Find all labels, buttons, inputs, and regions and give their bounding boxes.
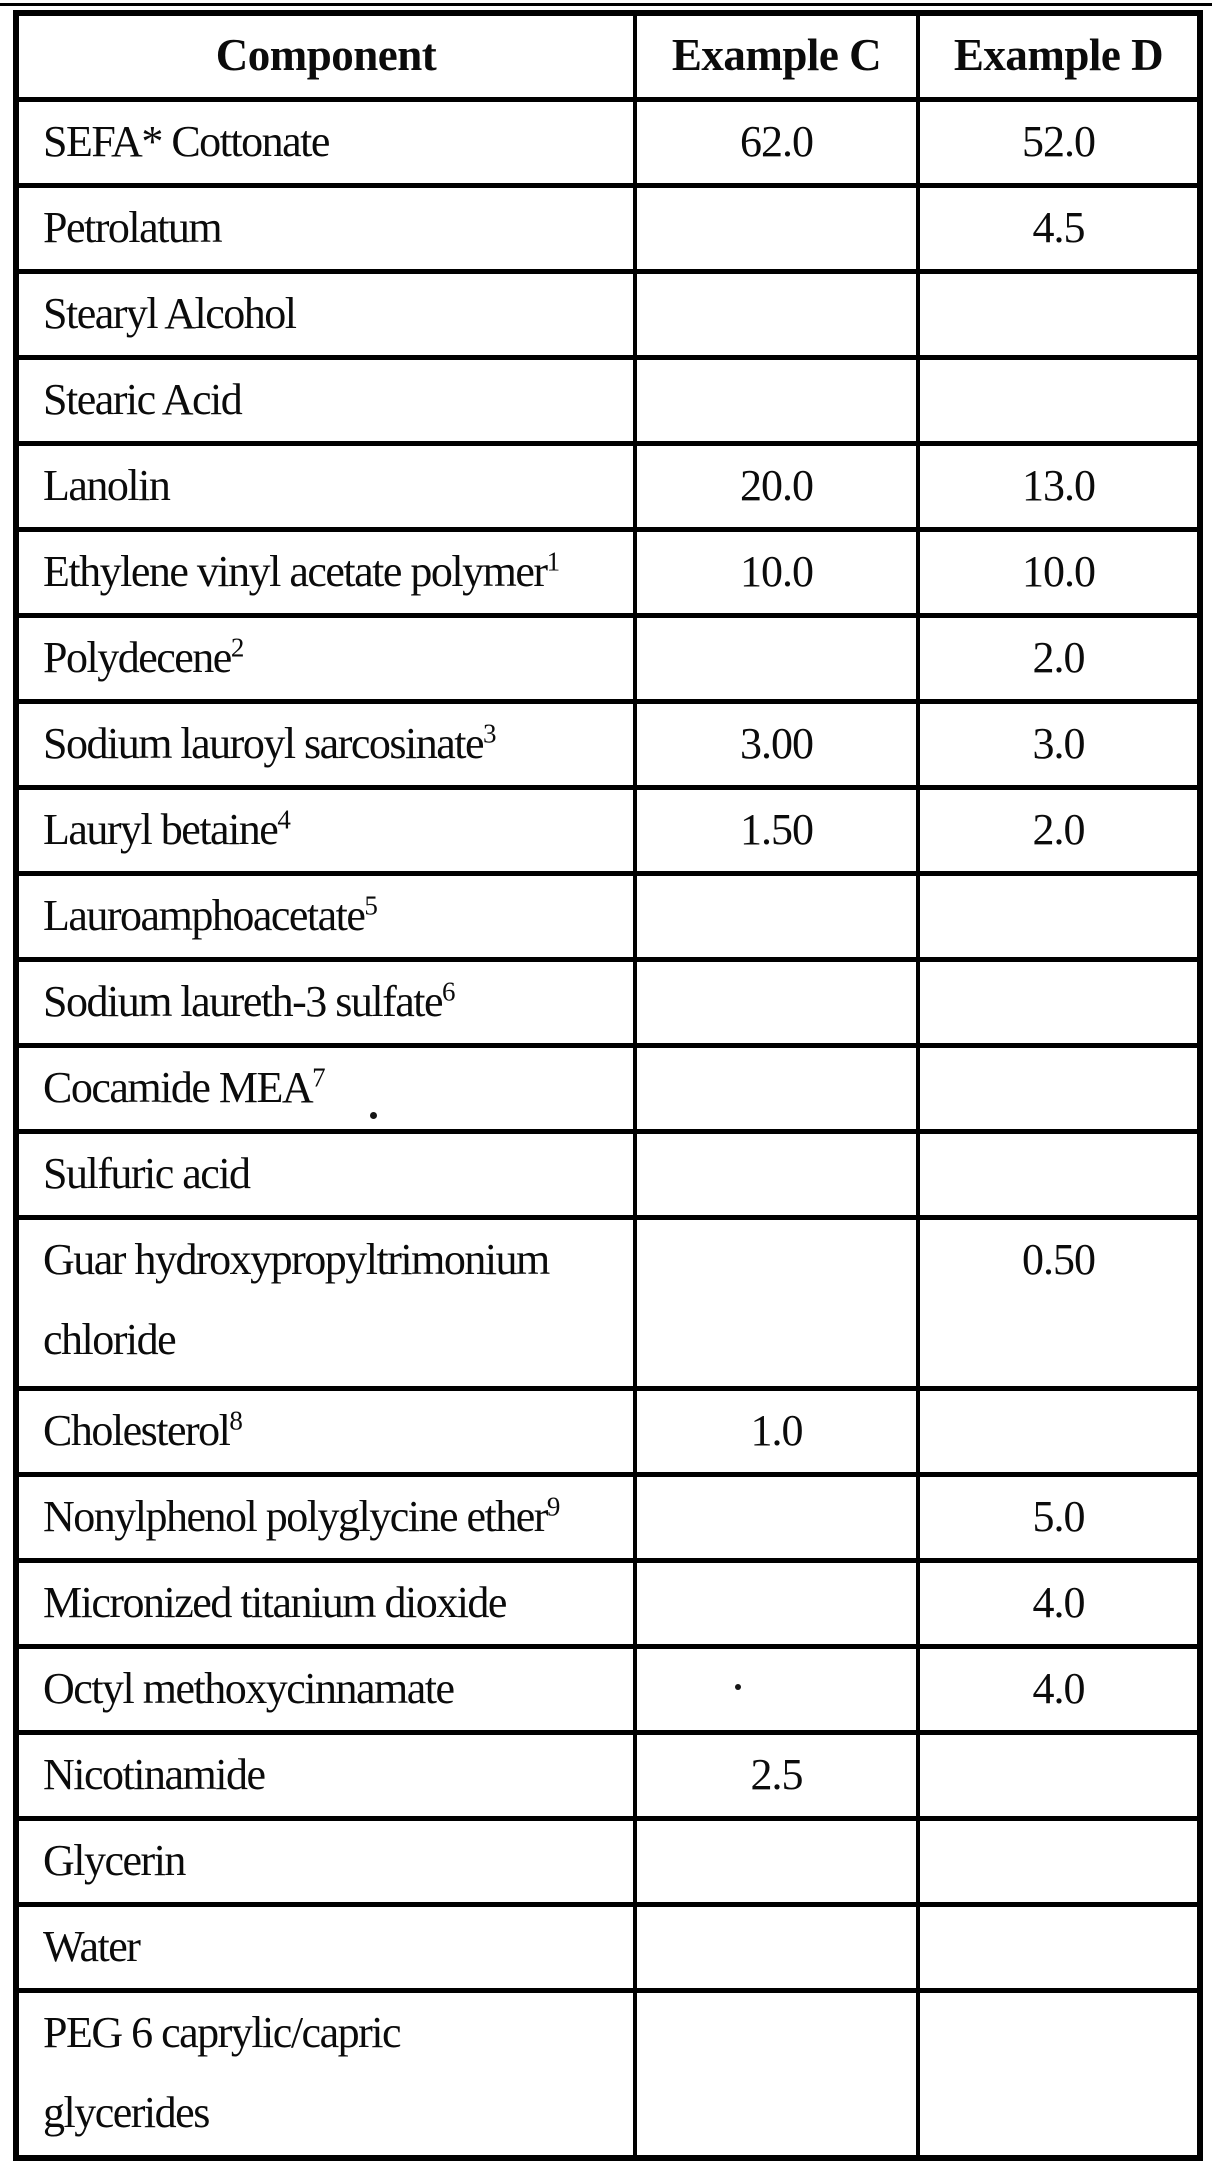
- component-cell: [16, 1904, 635, 1990]
- component-cell: [16, 701, 635, 787]
- example-c-cell: [635, 873, 918, 959]
- component-cell: [16, 1818, 635, 1904]
- example-c-cell: [635, 271, 918, 357]
- component-cell: [16, 1990, 635, 2158]
- component-name: Polydecene: [43, 632, 231, 682]
- footnote-marker: 8: [229, 1404, 243, 1435]
- component-name: Nicotinamide: [43, 1749, 265, 1799]
- component-cell: [16, 1560, 635, 1646]
- table-row: [16, 99, 1200, 185]
- table-row: [16, 873, 1200, 959]
- component-name: Lanolin: [43, 460, 170, 510]
- example-d-cell: [918, 1818, 1200, 1904]
- example-c-cell: [635, 1045, 918, 1131]
- example-c-cell: 1.0: [635, 1388, 918, 1474]
- component-cell: [16, 1732, 635, 1818]
- component-name: Water: [43, 1921, 140, 1971]
- table-row: [16, 1818, 1200, 1904]
- header-row: [16, 13, 1200, 99]
- component-name: Stearyl Alcohol: [43, 288, 296, 338]
- table-row: [16, 1732, 1200, 1818]
- component-name: Ethylene vinyl acetate polymer: [43, 546, 547, 596]
- example-d-cell: 4.0: [918, 1560, 1200, 1646]
- component-name: Lauryl betaine: [43, 804, 278, 854]
- table-row: [16, 615, 1200, 701]
- example-c-cell: [635, 1131, 918, 1217]
- table-row: [16, 443, 1200, 529]
- component-name: Guar hydroxypropyltrimonium chloride: [43, 1234, 549, 1364]
- example-c-cell: 2.5: [635, 1732, 918, 1818]
- example-d-cell: [918, 959, 1200, 1045]
- component-name: Sulfuric acid: [43, 1148, 250, 1198]
- example-c-cell: 10.0: [635, 529, 918, 615]
- table-row: [16, 1388, 1200, 1474]
- table-row: [16, 1990, 1200, 2158]
- component-cell: [16, 357, 635, 443]
- example-d-cell: 2.0: [918, 787, 1200, 873]
- component-cell: [16, 1388, 635, 1474]
- example-d-cell: 13.0: [918, 443, 1200, 529]
- scan-edge-line: [0, 3, 1212, 6]
- component-cell: [16, 1474, 635, 1560]
- example-c-cell: [635, 959, 918, 1045]
- footnote-marker: 7: [312, 1061, 326, 1092]
- example-d-cell: 3.0: [918, 701, 1200, 787]
- table-row: [16, 185, 1200, 271]
- example-c-cell: [635, 1990, 918, 2158]
- table-row: [16, 959, 1200, 1045]
- example-d-cell: [918, 1045, 1200, 1131]
- table-row: [16, 357, 1200, 443]
- table-row: [16, 1904, 1200, 1990]
- example-c-cell: [635, 185, 918, 271]
- example-d-cell: 5.0: [918, 1474, 1200, 1560]
- formulation-table: [13, 10, 1203, 2161]
- component-name: Sodium laureth-3 sulfate: [43, 976, 443, 1026]
- footnote-marker: 4: [277, 803, 291, 834]
- footnote-marker: 2: [230, 631, 245, 662]
- component-name: Petrolatum: [43, 202, 222, 252]
- column-header-example-c: Example C: [635, 13, 918, 99]
- example-c-cell: [635, 615, 918, 701]
- component-cell: [16, 615, 635, 701]
- column-header-example-d: Example D: [918, 13, 1200, 99]
- component-name: Nonylphenol polyglycine ether: [43, 1491, 547, 1541]
- component-cell: [16, 1131, 635, 1217]
- table-row: [16, 529, 1200, 615]
- example-c-cell: [635, 1646, 918, 1732]
- component-name: Cholesterol: [43, 1405, 230, 1455]
- table-row: [16, 271, 1200, 357]
- component-name: Cocamide MEA: [43, 1062, 313, 1112]
- component-name: Sodium lauroyl sarcosinate: [43, 718, 484, 768]
- component-cell: [16, 529, 635, 615]
- example-d-cell: [918, 1904, 1200, 1990]
- table-row: [16, 1646, 1200, 1732]
- example-c-cell: 62.0: [635, 99, 918, 185]
- component-name: Glycerin: [43, 1835, 185, 1885]
- example-d-cell: [918, 1732, 1200, 1818]
- example-c-cell: [635, 1904, 918, 1990]
- example-d-cell: 4.5: [918, 185, 1200, 271]
- example-d-cell: [918, 1990, 1200, 2158]
- table-row: [16, 1474, 1200, 1560]
- example-d-cell: 2.0: [918, 615, 1200, 701]
- example-d-cell: [918, 1131, 1200, 1217]
- example-d-cell: 4.0: [918, 1646, 1200, 1732]
- example-d-cell: 0.50: [918, 1217, 1200, 1388]
- table-row: [16, 1217, 1200, 1388]
- example-c-cell: [635, 357, 918, 443]
- component-name: Lauroamphoacetate: [43, 890, 365, 940]
- column-header-component: Component: [16, 13, 635, 99]
- footnote-marker: 1: [546, 545, 561, 576]
- example-c-cell: 1.50: [635, 787, 918, 873]
- table-row: [16, 787, 1200, 873]
- example-d-cell: 10.0: [918, 529, 1200, 615]
- example-d-cell: [918, 873, 1200, 959]
- component-cell: [16, 1646, 635, 1732]
- component-cell: [16, 873, 635, 959]
- example-c-cell: [635, 1818, 918, 1904]
- component-name: Stearic Acid: [43, 374, 242, 424]
- component-cell: [16, 271, 635, 357]
- component-name: SEFA* Cottonate: [43, 116, 329, 166]
- example-c-cell: [635, 1217, 918, 1388]
- example-c-cell: 3.00: [635, 701, 918, 787]
- component-name: PEG 6 caprylic/capric glycerides: [43, 2007, 401, 2137]
- footnote-marker: 6: [442, 975, 456, 1006]
- example-d-cell: [918, 1388, 1200, 1474]
- example-c-cell: [635, 1474, 918, 1560]
- ink-speck: [370, 1112, 377, 1119]
- ink-speck: [735, 1684, 741, 1690]
- component-cell: [16, 443, 635, 529]
- example-d-cell: [918, 357, 1200, 443]
- table-row: [16, 1560, 1200, 1646]
- component-cell: [16, 787, 635, 873]
- component-cell: [16, 1045, 635, 1131]
- example-c-cell: 20.0: [635, 443, 918, 529]
- component-name: Micronized titanium dioxide: [43, 1577, 506, 1627]
- footnote-marker: 5: [364, 889, 378, 920]
- table-row: [16, 701, 1200, 787]
- footnote-marker: 9: [546, 1490, 561, 1521]
- footnote-marker: 3: [483, 717, 497, 748]
- component-cell: [16, 959, 635, 1045]
- table-row: [16, 1131, 1200, 1217]
- table-row: [16, 1045, 1200, 1131]
- example-c-cell: [635, 1560, 918, 1646]
- component-cell: [16, 99, 635, 185]
- component-cell: [16, 1217, 635, 1388]
- example-d-cell: 52.0: [918, 99, 1200, 185]
- example-d-cell: [918, 271, 1200, 357]
- component-cell: [16, 185, 635, 271]
- component-name: Octyl methoxycinnamate: [43, 1663, 454, 1713]
